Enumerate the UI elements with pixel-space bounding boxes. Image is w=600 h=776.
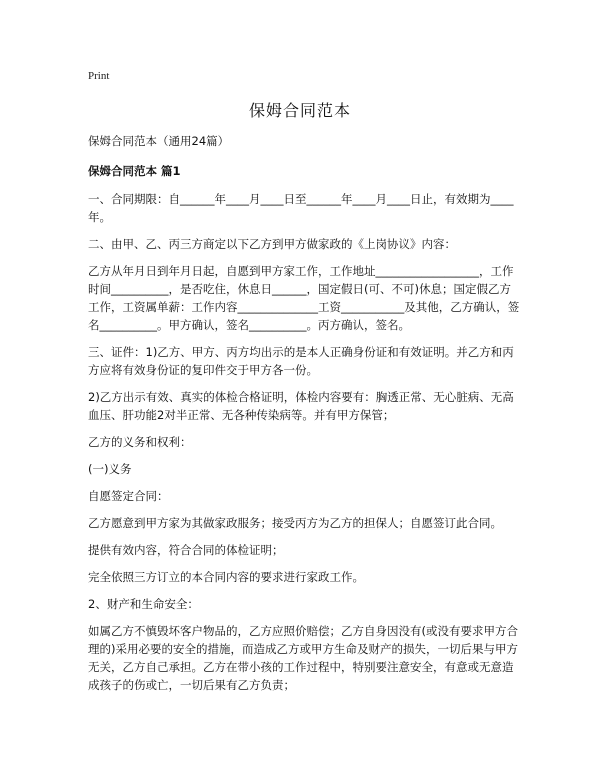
paragraph-obligations: (一)义务 — [88, 462, 132, 476]
print-label: Print — [88, 70, 110, 82]
document-body — [88, 132, 520, 703]
subtitle: 保姆合同范本（通用24篇） — [88, 134, 230, 148]
paragraph-safety-heading: 2、财产和生命安全： — [88, 597, 199, 611]
paragraph-provide-proof: 提供有效内容，符合合同的体检证明； — [88, 543, 284, 557]
paragraph-follow-contract: 完全依照三方订立的本合同内容的要求进行家政工作。 — [88, 570, 364, 584]
paragraph-contract-term: 一、合同期限：自______年____月____日至______年____月____日止，有效期为____年。 — [88, 192, 514, 224]
paragraph-liability: 如属乙方不慎毁坏客户物品的，乙方应照价赔偿；乙方自身因没有(或没有要求甲方合理的)采用必要的安全的措施，而造成乙方或甲方生命及财产的损失，一切后果与甲方无关，乙方自己承担。乙方在带小孩的工作过程中，特别要注意安全，有意或无意造成孩子的伤或亡，一切后果有乙方负责； — [88, 624, 518, 692]
paragraph-agreement-intro: 二、由甲、乙、丙三方商定以下乙方到甲方做家政的《上岗协议》内容： — [88, 237, 456, 251]
section-heading: 保姆合同范本 篇1 — [88, 164, 181, 178]
paragraph-sign-contract: 自愿签定合同： — [88, 489, 169, 503]
paragraph-health-check: 2)乙方出示有效、真实的体检合格证明，体检内容要有：胸透正常、无心脏病、无高血压、肝功能2对半正常、无各种传染病等。并有甲方保管； — [88, 390, 514, 422]
paragraph-willing: 乙方愿意到甲方家为其做家政服务；接受丙方为乙方的担保人；自愿签订此合同。 — [88, 516, 502, 530]
paragraph-work-details: 乙方从年月日到年月日起，自愿到甲方家工作，工作地址__________________，工作时间__________，是否吃住，休息日______，国定假日(可、不可)休息；国定假乙方工作，工资属单薪：工作内容______________工资___________及其他，乙方确认，签名__________。甲方确认，签名__________。丙方确认，签名。 — [88, 264, 520, 332]
paragraph-documents: 三、证件：1)乙方、甲方、丙方均出示的是本人正确身份证和有效证明。并乙方和丙方应将有效身份证的复印件交于甲方各一份。 — [88, 345, 514, 377]
paragraph-rights-heading: 乙方的义务和权利： — [88, 435, 192, 449]
document-title: 保姆合同范本 — [248, 101, 351, 120]
